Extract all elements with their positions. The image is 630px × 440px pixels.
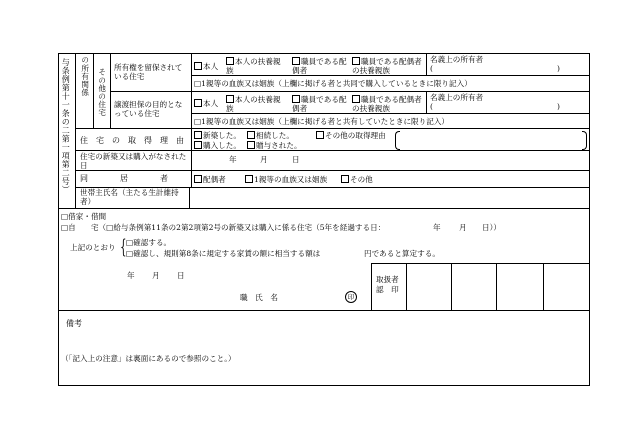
cohabitant-option-spouse[interactable]: 配偶者 [194,175,226,185]
cohabitant-option-other[interactable]: その他 [341,175,373,185]
handler-box-top [371,263,589,264]
ownership-bottom [75,128,589,129]
row1-option-self[interactable]: 本人 [194,62,218,72]
top-border [58,53,589,54]
householder-label: 世帯主氏名（主たる生計維持者） [80,188,179,206]
side-heading: 与条例第十一条の二第一項第二号） [61,58,71,194]
householder-divider [189,187,190,208]
handler-col-3 [543,263,544,310]
remarks-label: 備考 [66,319,82,328]
checkbox-icon [292,95,300,103]
row2-owner-label: 名義上の所有者 [430,93,484,102]
right-border [589,53,590,385]
acq-option-gift[interactable]: 贈与された。 [247,141,302,151]
acq-option-buy[interactable]: 購入した。 [194,141,241,151]
checkbox-icon [194,99,202,107]
section-divider-remarks [58,310,589,311]
ownership-col1 [93,53,94,128]
checkbox-icon [194,175,202,183]
build-date-month: 月 [260,155,268,164]
checkbox-icon [245,175,253,183]
checkbox-icon [247,131,255,139]
checkbox-icon [247,141,255,149]
row1-option-spouse-dependent[interactable]: 職員である配偶者の扶養親族 [352,57,422,75]
row1-note[interactable]: □1親等の血族又は姻族（上欄に掲げる者と共同で購入しているときに限り記入） [194,79,472,88]
row1-label: 所有権を留保されている住宅 [114,63,183,81]
checkbox-icon [352,57,360,65]
other-housing-label: その他の住宅 [97,68,107,117]
official-name-label: 職 氏 名 [240,293,278,302]
acquisition-divider [191,128,192,187]
build-date-day: 日 [292,155,300,164]
confirm-expiry-month: 月 [459,223,467,232]
build-date-year: 年 [229,155,237,164]
ownership-group-label: の所有関係 [80,56,90,97]
acq-other-bracket-left [395,131,400,150]
acq-option-other[interactable]: その他の取得理由 [316,131,386,141]
acq-option-inherit[interactable]: 相続した。 [247,131,294,141]
build-date-bottom [75,170,589,171]
confirm-expiry-year: 年 [433,223,441,232]
row2-note[interactable]: □1親等の血族又は姻族（上欄に掲げる者と共有していたときに限り記入） [194,117,450,126]
checkbox-icon [194,131,202,139]
confirm-expiry-day: 日）） [482,223,501,232]
row1-mid-line [191,75,589,76]
confirm-own-home[interactable]: □自 宅（□給与条例第11条の2第2項第2号の新築又は購入に係る住宅（5年を経過する日： [61,223,386,232]
above-as-label: 上記のとおり [70,243,116,252]
row2-option-dependent[interactable]: 本人の扶養親族 [226,95,281,113]
section-divider-main [58,208,589,209]
row2-owner-paren-open: ( [430,102,433,111]
row2-owner-divider [426,91,427,113]
row1-owner-paren-open: ( [430,64,433,73]
handler-label-divider [406,263,407,310]
confirm-option-calc[interactable]: □確認し、規則第8条に規定する家賃の額に相当する額は [126,249,321,258]
row2-option-spouse-dependent[interactable]: 職員である配偶者の扶養親族 [352,95,422,113]
bottom-border [58,385,590,386]
row2-option-spouse[interactable]: 職員である配偶者 [292,95,347,113]
side-heading-divider [75,53,76,208]
row1-owner-label: 名義上の所有者 [430,55,484,64]
cohabitant-option-relative[interactable]: 1親等の血族又は姻族 [245,175,327,185]
confirm-date-year: 年 [127,271,135,280]
row1-bottom [110,91,589,92]
row2-mid-line [191,113,589,114]
handler-col-1 [451,263,452,310]
checkbox-icon [352,95,360,103]
checkbox-icon [194,62,202,70]
row1-option-dependent[interactable]: 本人の扶養親族 [226,57,281,75]
seal-icon: 印 [345,291,357,303]
row1-option-spouse[interactable]: 職員である配偶者 [292,57,347,75]
row1-owner-divider [426,53,427,75]
handler-label-2: 認 印 [376,285,399,294]
confirm-date-day: 日 [177,271,185,280]
acq-option-new[interactable]: 新築した。 [194,131,241,141]
confirm-option-confirm[interactable]: □確認する。 [126,238,172,247]
acq-other-bracket-right [582,131,587,150]
row2-label: 譲渡担保の目的となっている住宅 [114,100,183,118]
checkbox-icon [316,131,324,139]
left-border [58,53,59,385]
confirm-date-month: 月 [152,271,160,280]
row2-owner-paren-close: ) [557,102,560,111]
checkbox-icon [292,57,300,65]
checkbox-icon [194,141,202,149]
acquisition-label: 住 宅 の 取 得 理 由 [80,136,184,145]
footnote: （「記入上の注意」は裏面にあるので参照のこと。） [61,354,236,363]
handler-col-2 [496,263,497,310]
checkbox-icon [226,57,234,65]
confirm-amount-suffix: 円であると算定する。 [364,249,440,258]
build-date-label: 住宅の新築又は購入がなされた日 [80,152,187,170]
row1-owner-paren-close: ) [557,64,560,73]
row2-option-self[interactable]: 本人 [194,99,218,109]
handler-box-left [371,263,372,310]
brace-icon: { [120,234,127,258]
acquisition-bottom [75,150,589,151]
handler-label-1: 取扱者 [376,275,399,284]
checkbox-icon [226,95,234,103]
checkbox-icon [341,175,349,183]
confirm-rental[interactable]: □借家・借間 [61,212,107,221]
cohabitant-label: 同 居 者 [80,174,168,183]
